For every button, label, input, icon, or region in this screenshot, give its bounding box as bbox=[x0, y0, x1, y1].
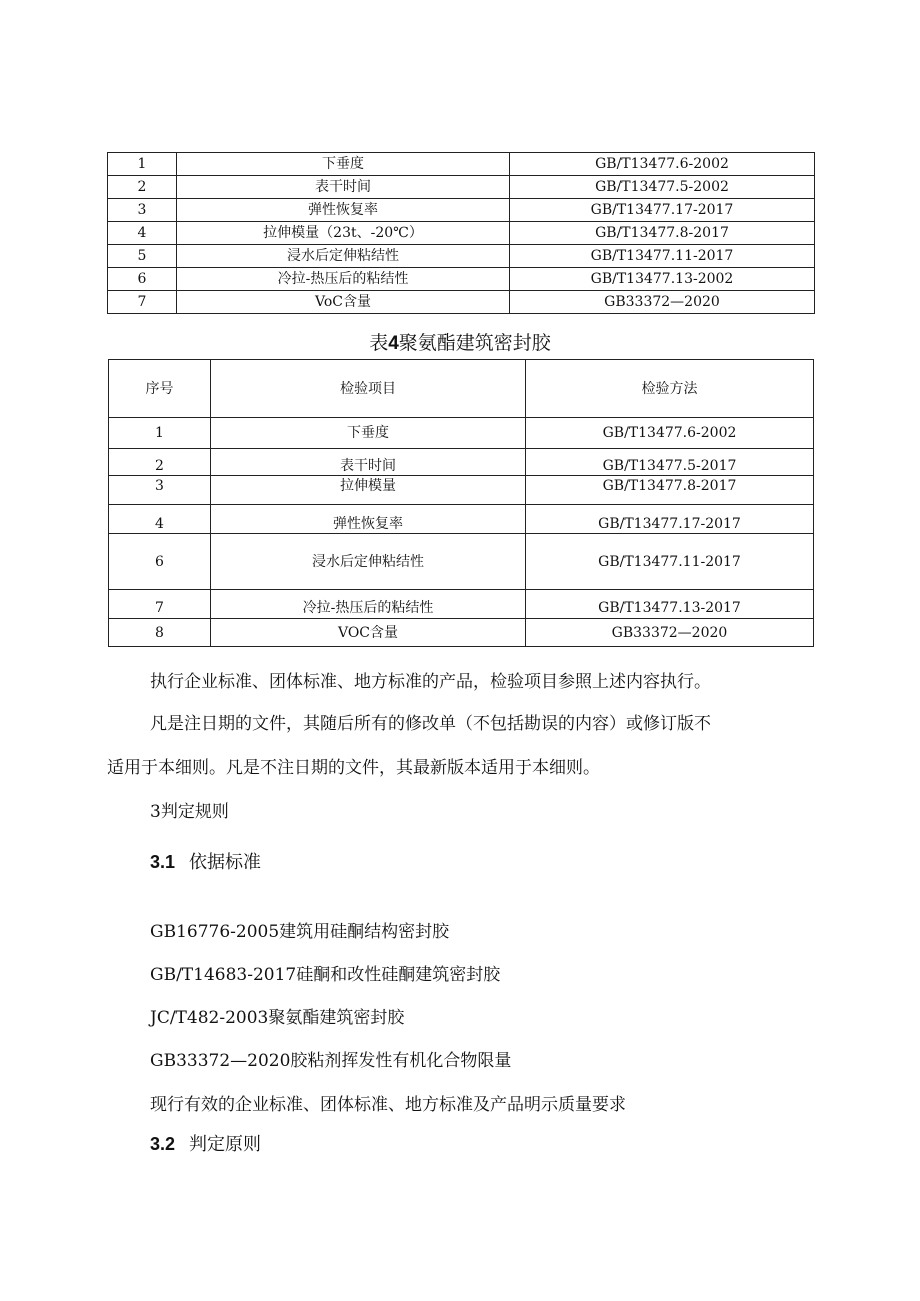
test-method: GB/T13477.5-2017 bbox=[526, 449, 814, 476]
test-item: 冷拉-热压后的粘结性 bbox=[211, 590, 526, 619]
table-header-row bbox=[109, 360, 814, 418]
row-index: 2 bbox=[108, 176, 177, 199]
row-index: 7 bbox=[108, 291, 177, 314]
table-row bbox=[109, 619, 814, 647]
test-item: VoC含量 bbox=[177, 291, 510, 314]
row-index: 3 bbox=[108, 199, 177, 222]
test-item: 弹性恢复率 bbox=[177, 199, 510, 222]
test-method: GB/T13477.8-2017 bbox=[526, 476, 814, 505]
table-row bbox=[108, 222, 815, 245]
test-method: GB/T13477.17-2017 bbox=[526, 505, 814, 534]
row-index: 6 bbox=[108, 268, 177, 291]
test-item: 下垂度 bbox=[211, 418, 526, 449]
table-4-caption bbox=[0, 328, 920, 355]
table-row bbox=[109, 476, 814, 505]
test-method: GB/T13477.11-2017 bbox=[510, 245, 815, 268]
row-index: 2 bbox=[109, 449, 211, 476]
section-number: 3.2 bbox=[150, 1134, 176, 1154]
table-row bbox=[108, 245, 815, 268]
row-index: 4 bbox=[108, 222, 177, 245]
section-title: 依据标准 bbox=[189, 852, 262, 873]
table-row bbox=[108, 153, 815, 176]
row-index: 4 bbox=[109, 505, 211, 534]
test-method: GB/T13477.5-2002 bbox=[510, 176, 815, 199]
header-index: 序号 bbox=[109, 360, 211, 418]
standard-list-item: GB33372—2020胶粘剂挥发性有机化合物限量 bbox=[150, 1051, 512, 1071]
standard-list-item: GB16776-2005建筑用硅酮结构密封胶 bbox=[150, 922, 450, 942]
section-number: 3.1 bbox=[150, 852, 176, 872]
caption-number: 4 bbox=[388, 333, 399, 354]
header-method: 检验方法 bbox=[526, 360, 814, 418]
paragraph-dated-docs-line-2: 适用于本细则。凡是不注日期的文件，其最新版本适用于本细则。 bbox=[107, 758, 600, 778]
header-item: 检验项目 bbox=[211, 360, 526, 418]
section-title: 判定原则 bbox=[189, 1134, 262, 1155]
section-3-1-heading bbox=[150, 848, 261, 874]
standard-list-item: 现行有效的企业标准、团体标准、地方标准及产品明示质量要求 bbox=[150, 1095, 626, 1115]
table-row bbox=[108, 176, 815, 199]
test-item: 冷拉-热压后的粘结性 bbox=[177, 268, 510, 291]
caption-text: 聚氨酯建筑密封胶 bbox=[398, 332, 551, 354]
test-item: 拉伸模量（23t、-20℃） bbox=[177, 222, 510, 245]
test-item: 浸水后定伸粘结性 bbox=[211, 534, 526, 590]
test-item: 拉伸模量 bbox=[211, 476, 526, 505]
test-item: 表干时间 bbox=[177, 176, 510, 199]
test-item: 下垂度 bbox=[177, 153, 510, 176]
table-row bbox=[108, 199, 815, 222]
test-method: GB/T13477.6-2002 bbox=[526, 418, 814, 449]
row-index: 6 bbox=[109, 534, 211, 590]
test-item: 表干时间 bbox=[211, 449, 526, 476]
table-row bbox=[109, 505, 814, 534]
standard-list-item: GB/T14683-2017硅酮和改性硅酮建筑密封胶 bbox=[150, 965, 501, 985]
test-item: 弹性恢复率 bbox=[211, 505, 526, 534]
row-index: 7 bbox=[109, 590, 211, 619]
test-item: 浸水后定伸粘结性 bbox=[177, 245, 510, 268]
test-method: GB33372—2020 bbox=[526, 619, 814, 647]
table-row bbox=[108, 291, 815, 314]
section-3-heading: 3判定规则 bbox=[150, 802, 229, 822]
row-index: 8 bbox=[109, 619, 211, 647]
table-3-continued bbox=[107, 152, 815, 314]
section-3-2-heading bbox=[150, 1130, 261, 1156]
table-row bbox=[108, 268, 815, 291]
test-method: GB33372—2020 bbox=[510, 291, 815, 314]
test-item: VOC含量 bbox=[211, 619, 526, 647]
test-method: GB/T13477.11-2017 bbox=[526, 534, 814, 590]
table-row bbox=[109, 449, 814, 476]
row-index: 1 bbox=[108, 153, 177, 176]
paragraph-enterprise-standards: 执行企业标准、团体标准、地方标准的产品，检验项目参照上述内容执行。 bbox=[150, 672, 711, 692]
row-index: 1 bbox=[109, 418, 211, 449]
row-index: 3 bbox=[109, 476, 211, 505]
test-method: GB/T13477.8-2017 bbox=[510, 222, 815, 245]
test-method: GB/T13477.13-2017 bbox=[526, 590, 814, 619]
caption-prefix: 表 bbox=[369, 332, 389, 354]
table-row bbox=[109, 418, 814, 449]
test-method: GB/T13477.13-2002 bbox=[510, 268, 815, 291]
paragraph-dated-docs-line-1: 凡是注日期的文件，其随后所有的修改单（不包括勘误的内容）或修订版不 bbox=[150, 714, 711, 734]
table-row bbox=[109, 534, 814, 590]
test-method: GB/T13477.17-2017 bbox=[510, 199, 815, 222]
standard-list-item: JC/T482-2003聚氨酯建筑密封胶 bbox=[150, 1008, 405, 1028]
table-4 bbox=[108, 359, 814, 647]
row-index: 5 bbox=[108, 245, 177, 268]
table-row bbox=[109, 590, 814, 619]
test-method: GB/T13477.6-2002 bbox=[510, 153, 815, 176]
